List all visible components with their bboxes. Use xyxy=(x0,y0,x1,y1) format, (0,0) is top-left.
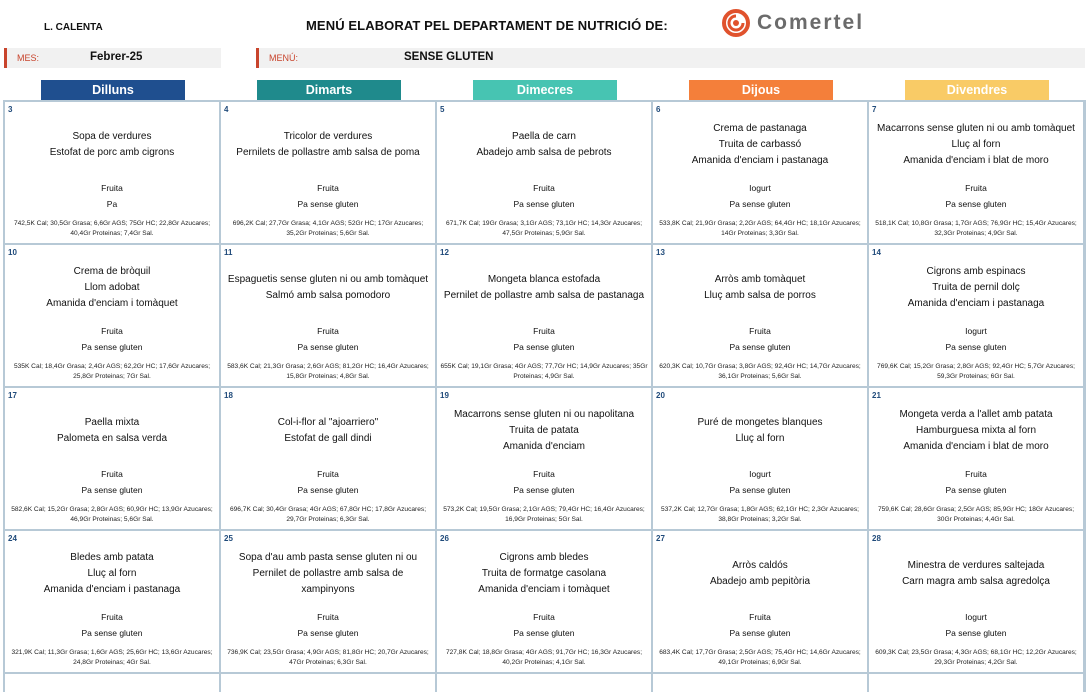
dessert-item: Fruita xyxy=(533,183,555,193)
weekday-header-thursday: Dijous xyxy=(689,80,833,100)
dessert-bread-list xyxy=(437,609,651,641)
menu-day-cell xyxy=(221,245,435,386)
dish-item: Amanida d'enciam xyxy=(503,441,585,452)
bread-item: Pa sense gluten xyxy=(81,342,143,352)
page-title: MENÚ ELABORAT PEL DEPARTAMENT DE NUTRICIÓ DE: xyxy=(306,18,668,33)
empty-day-cell xyxy=(221,674,435,692)
dish-item: Amanida d'enciam i pastanaga xyxy=(43,584,181,595)
nutrition-info: 696,2K Cal; 27,7Gr Grasa; 4,1Gr AGS; 52Gr HC; 17Gr Azucares; 35,2Gr Proteinas; 5,6Gr Sal. xyxy=(232,220,424,237)
dessert-item: Fruita xyxy=(533,326,555,336)
dish-item: Minestra de verdures saltejada xyxy=(907,560,1045,571)
dish-item: Mongeta verda a l'allet amb patata xyxy=(899,409,1053,420)
dish-list xyxy=(439,399,649,463)
bread-item: Pa sense gluten xyxy=(513,628,575,638)
menu-grid xyxy=(3,100,1086,692)
dish-list xyxy=(7,542,217,606)
day-number: 19 xyxy=(440,391,449,400)
school-name: L. CALENTA xyxy=(44,22,103,33)
menu-day-cell xyxy=(5,388,219,529)
dish-list xyxy=(439,113,649,177)
dessert-item: Fruita xyxy=(749,612,771,622)
bread-item: Pa sense gluten xyxy=(729,342,791,352)
nutrition-info: 609,3K Cal; 23,5Gr Grasa; 4,3Gr AGS; 68,1Gr HC; 12,2Gr Azucares; 29,3Gr Proteinas; 4,2Gr Sal. xyxy=(875,649,1077,666)
dessert-bread-list xyxy=(437,323,651,355)
menu-day-cell xyxy=(221,531,435,672)
dish-item: Amanida d'enciam i blat de moro xyxy=(903,441,1049,452)
dish-item: Espaguetis sense gluten ni ou amb tomàquet xyxy=(227,274,429,285)
dessert-bread-list xyxy=(869,609,1083,641)
dish-item: Abadejo amb salsa de pebrots xyxy=(476,147,612,158)
dessert-bread-list xyxy=(221,466,435,498)
dish-item: Tricolor de verdures xyxy=(283,131,373,142)
dish-item: Macarrons sense gluten ni ou napolitana xyxy=(453,409,635,420)
dish-item: Lluç al forn xyxy=(87,568,137,579)
dish-item: Pernilet de pollastre amb salsa de xyxy=(252,568,404,579)
dessert-item: Fruita xyxy=(533,469,555,479)
bread-item: Pa sense gluten xyxy=(945,199,1007,209)
dish-list xyxy=(439,542,649,606)
day-number: 13 xyxy=(656,248,665,257)
bread-item: Pa sense gluten xyxy=(729,199,791,209)
menu-day-cell xyxy=(869,102,1083,243)
dish-item: Arròs amb tomàquet xyxy=(714,274,806,285)
dessert-bread-list xyxy=(653,466,867,498)
dish-item: Hamburguesa mixta al forn xyxy=(915,425,1037,436)
nutrition-info: 759,6K Cal; 28,6Gr Grasa; 2,5Gr AGS; 85,9Gr HC; 18Gr Azucares; 30Gr Proteinas; 4,4Gr Sal. xyxy=(877,506,1075,523)
empty-day-cell xyxy=(869,674,1083,692)
nutrition-info: 671,7K Cal; 19Gr Grasa; 3,1Gr AGS; 73,1Gr HC; 14,3Gr Azucares; 47,5Gr Proteinas; 5,9Gr Sal. xyxy=(445,220,643,237)
dish-list xyxy=(871,256,1081,320)
dish-item: Amanida d'enciam i pastanaga xyxy=(907,298,1045,309)
month-field xyxy=(4,48,221,68)
dish-item: Mongeta blanca estofada xyxy=(487,274,601,285)
dish-item: Paella de carn xyxy=(512,131,576,142)
menu-field xyxy=(256,48,1085,68)
bread-item: Pa sense gluten xyxy=(945,485,1007,495)
menu-label: MENÚ: xyxy=(269,53,298,63)
day-number: 26 xyxy=(440,534,449,543)
dish-item: Sopa de verdures xyxy=(72,131,152,142)
bread-item: Pa sense gluten xyxy=(81,628,143,638)
menu-day-cell xyxy=(5,531,219,672)
dish-list xyxy=(223,542,433,606)
dessert-bread-list xyxy=(869,323,1083,355)
weekday-header-tuesday: Dimarts xyxy=(257,80,401,100)
nutrition-info: 620,3K Cal; 10,7Gr Grasa; 3,8Gr AGS; 92,4Gr HC; 14,7Gr Azucares; 36,1Gr Proteinas; 5,6Gr Sal. xyxy=(659,363,861,380)
dish-item: Crema de bròquil xyxy=(73,266,151,277)
menu-day-cell xyxy=(5,245,219,386)
dish-list xyxy=(223,256,433,320)
dish-item: Crema de pastanaga xyxy=(713,123,807,134)
day-number: 4 xyxy=(224,105,229,114)
dessert-item: Iogurt xyxy=(749,183,771,193)
bread-item: Pa sense gluten xyxy=(297,342,359,352)
month-label: MES: xyxy=(17,53,40,63)
day-number: 25 xyxy=(224,534,233,543)
dessert-bread-list xyxy=(221,609,435,641)
dish-item: Truita de carbassó xyxy=(718,139,802,150)
dish-list xyxy=(7,256,217,320)
bread-item: Pa sense gluten xyxy=(297,485,359,495)
dessert-item: Fruita xyxy=(965,183,987,193)
dessert-item: Fruita xyxy=(101,469,123,479)
dessert-bread-list xyxy=(5,323,219,355)
bread-item: Pa sense gluten xyxy=(729,485,791,495)
dish-item: Amanida d'enciam i pastanaga xyxy=(691,155,829,166)
menu-day-cell xyxy=(653,245,867,386)
dessert-item: Fruita xyxy=(101,612,123,622)
day-number: 5 xyxy=(440,105,445,114)
day-number: 20 xyxy=(656,391,665,400)
dish-list xyxy=(871,542,1081,606)
bread-item: Pa sense gluten xyxy=(729,628,791,638)
dish-item: Estofat de gall dindi xyxy=(284,433,372,444)
empty-day-cell xyxy=(5,674,219,692)
bread-item: Pa sense gluten xyxy=(945,342,1007,352)
menu-day-cell xyxy=(869,245,1083,386)
menu-day-cell xyxy=(437,388,651,529)
dessert-item: Fruita xyxy=(317,612,339,622)
dish-list xyxy=(871,113,1081,177)
nutrition-info: 535K Cal; 18,4Gr Grasa; 2,4Gr AGS; 62,2Gr HC; 17,6Gr Azucares; 25,8Gr Proteinas; 7Gr Sal. xyxy=(13,363,211,380)
menu-day-cell xyxy=(869,531,1083,672)
dessert-item: Fruita xyxy=(101,326,123,336)
dish-item: Salmó amb salsa pomodoro xyxy=(265,290,391,301)
bread-item: Pa sense gluten xyxy=(945,628,1007,638)
dessert-item: Iogurt xyxy=(965,612,987,622)
dessert-bread-list xyxy=(437,466,651,498)
dessert-bread-list xyxy=(437,180,651,212)
dish-item: Amanida d'enciam i tomàquet xyxy=(46,298,178,309)
day-number: 17 xyxy=(8,391,17,400)
weekday-header-wednesday: Dimecres xyxy=(473,80,617,100)
dish-item: Cigrons amb espinacs xyxy=(926,266,1026,277)
dish-list xyxy=(223,113,433,177)
dish-list xyxy=(655,113,865,177)
dish-item: Pernilets de pollastre amb salsa de poma xyxy=(236,147,420,158)
nutrition-info: 533,8K Cal; 21,9Gr Grasa; 2,2Gr AGS; 64,4Gr HC; 18,1Gr Azucares; 14Gr Proteinas; 3,3Gr Sal. xyxy=(659,220,861,237)
dish-list xyxy=(655,399,865,463)
dish-item: Abadejo amb pepitòria xyxy=(709,576,811,587)
dessert-item: Fruita xyxy=(317,469,339,479)
dish-list xyxy=(7,399,217,463)
dish-list xyxy=(7,113,217,177)
dish-list xyxy=(439,256,649,320)
dish-list xyxy=(871,399,1081,463)
nutrition-info: 736,9K Cal; 23,5Gr Grasa; 4,9Gr AGS; 81,8Gr HC; 20,7Gr Azucares; 47Gr Proteinas; 6,3Gr Sal. xyxy=(227,649,429,666)
nutrition-info: 582,6K Cal; 15,2Gr Grasa; 2,8Gr AGS; 60,9Gr HC; 13,9Gr Azucares; 46,9Gr Proteinas; 5,6Gr Sal. xyxy=(11,506,213,523)
dish-item: Lluç al forn xyxy=(951,139,1001,150)
dish-item: Lluç amb salsa de porros xyxy=(704,290,816,301)
nutrition-info: 769,6K Cal; 15,2Gr Grasa; 2,8Gr AGS; 92,4Gr HC; 5,7Gr Azucares; 59,3Gr Proteinas; 6Gr Sal. xyxy=(877,363,1075,380)
dessert-bread-list xyxy=(869,180,1083,212)
dish-item: xampinyons xyxy=(301,584,355,595)
menu-day-cell xyxy=(221,102,435,243)
weekday-header-friday: Divendres xyxy=(905,80,1049,100)
dish-item: Palometa en salsa verda xyxy=(56,433,168,444)
day-number: 27 xyxy=(656,534,665,543)
bread-item: Pa sense gluten xyxy=(513,199,575,209)
day-number: 18 xyxy=(224,391,233,400)
dessert-item: Fruita xyxy=(749,326,771,336)
dessert-item: Iogurt xyxy=(749,469,771,479)
menu-day-cell xyxy=(221,388,435,529)
menu-day-cell xyxy=(437,245,651,386)
dessert-item: Fruita xyxy=(965,469,987,479)
nutrition-info: 321,9K Cal; 11,3Gr Grasa; 1,6Gr AGS; 25,6Gr HC; 13,6Gr Azucares; 24,8Gr Proteinas; 4Gr Sal. xyxy=(11,649,213,666)
dish-item: Sopa d'au amb pasta sense gluten ni ou xyxy=(238,552,418,563)
dish-item: Col-i-flor al "ajoarriero" xyxy=(277,417,379,428)
day-number: 11 xyxy=(224,248,233,257)
bread-item: Pa sense gluten xyxy=(513,485,575,495)
dish-item: Lluç al forn xyxy=(735,433,785,444)
empty-day-cell xyxy=(437,674,651,692)
menu-day-cell xyxy=(653,102,867,243)
dish-item: Cigrons amb bledes xyxy=(499,552,589,563)
dish-item: Llom adobat xyxy=(84,282,140,293)
dish-item: Bledes amb patata xyxy=(70,552,154,563)
menu-day-cell xyxy=(653,388,867,529)
bread-item: Pa xyxy=(106,199,118,209)
comertel-logo xyxy=(722,9,864,37)
dessert-bread-list xyxy=(221,323,435,355)
day-number: 3 xyxy=(8,105,13,114)
menu-day-cell xyxy=(869,388,1083,529)
bread-item: Pa sense gluten xyxy=(297,628,359,638)
nutrition-info: 518,1K Cal; 10,8Gr Grasa; 1,7Gr AGS; 76,9Gr HC; 15,4Gr Azucares; 32,3Gr Proteinas; 4,9Gr Sal. xyxy=(875,220,1077,237)
dish-list xyxy=(655,256,865,320)
dish-item: Amanida d'enciam i tomàquet xyxy=(478,584,610,595)
dessert-bread-list xyxy=(5,180,219,212)
day-number: 12 xyxy=(440,248,449,257)
dessert-item: Fruita xyxy=(317,326,339,336)
menu-day-cell xyxy=(437,102,651,243)
day-number: 10 xyxy=(8,248,17,257)
day-number: 28 xyxy=(872,534,881,543)
day-number: 21 xyxy=(872,391,881,400)
dessert-bread-list xyxy=(653,609,867,641)
dessert-bread-list xyxy=(5,609,219,641)
dessert-bread-list xyxy=(653,323,867,355)
dish-item: Carn magra amb salsa agredolça xyxy=(902,576,1050,587)
dessert-bread-list xyxy=(869,466,1083,498)
bread-item: Pa sense gluten xyxy=(81,485,143,495)
dessert-bread-list xyxy=(5,466,219,498)
day-number: 24 xyxy=(8,534,17,543)
dish-item: Amanida d'enciam i blat de moro xyxy=(903,155,1049,166)
comertel-logo-icon xyxy=(722,9,750,37)
dish-item: Puré de mongetes blanques xyxy=(697,417,823,428)
bread-item: Pa sense gluten xyxy=(297,199,359,209)
nutrition-info: 696,7K Cal; 30,4Gr Grasa; 4Gr AGS; 67,8Gr HC; 17,8Gr Azucares; 29,7Gr Proteinas; 6,3Gr Sal. xyxy=(229,506,427,523)
empty-day-cell xyxy=(653,674,867,692)
menu-day-cell xyxy=(437,531,651,672)
logo-text: Comertel xyxy=(757,11,865,34)
nutrition-info: 727,8K Cal; 18,8Gr Grasa; 4Gr AGS; 91,7Gr HC; 16,3Gr Azucares; 40,2Gr Proteinas; 4,1Gr Sal. xyxy=(445,649,643,666)
nutrition-info: 583,6K Cal; 21,3Gr Grasa; 2,6Gr AGS; 81,2Gr HC; 16,4Gr Azucares; 15,8Gr Proteinas; 4,8Gr Sal. xyxy=(227,363,429,380)
dish-item: Truita de pernil dolç xyxy=(932,282,1020,293)
bread-item: Pa sense gluten xyxy=(513,342,575,352)
dish-list xyxy=(223,399,433,463)
day-number: 14 xyxy=(872,248,881,257)
dish-item: Macarrons sense gluten ni ou amb tomàquet xyxy=(877,123,1075,134)
dessert-item: Iogurt xyxy=(965,326,987,336)
dessert-item: Fruita xyxy=(533,612,555,622)
dish-item: Truita de patata xyxy=(509,425,579,436)
nutrition-info: 655K Cal; 19,1Gr Grasa; 4Gr AGS; 77,7Gr HC; 14,9Gr Azucares; 35Gr Proteinas; 4,9Gr Sal. xyxy=(440,363,648,380)
nutrition-info: 742,5K Cal; 30,5Gr Grasa; 6,6Gr AGS; 75Gr HC; 22,8Gr Azucares; 40,4Gr Proteinas; 7,4Gr Sal. xyxy=(13,220,211,237)
day-number: 6 xyxy=(656,105,661,114)
dessert-bread-list xyxy=(653,180,867,212)
nutrition-info: 573,2K Cal; 19,5Gr Grasa; 2,1Gr AGS; 79,4Gr HC; 16,4Gr Azucares; 16,9Gr Proteinas; 5Gr Sal. xyxy=(443,506,645,523)
dessert-item: Fruita xyxy=(101,183,123,193)
nutrition-info: 683,4K Cal; 17,7Gr Grasa; 2,5Gr AGS; 75,4Gr HC; 14,6Gr Azucares; 49,1Gr Proteinas; 6,9Gr Sal. xyxy=(659,649,861,666)
day-number: 7 xyxy=(872,105,877,114)
dish-list xyxy=(655,542,865,606)
nutrition-info: 537,2K Cal; 12,7Gr Grasa; 1,8Gr AGS; 62,1Gr HC; 2,3Gr Azucares; 38,8Gr Proteinas; 3,2Gr Sal. xyxy=(661,506,859,523)
dessert-item: Fruita xyxy=(317,183,339,193)
dish-item: Estofat de porc amb cigrons xyxy=(49,147,175,158)
dish-item: Paella mixta xyxy=(84,417,140,428)
menu-day-cell xyxy=(653,531,867,672)
dish-item: Arròs caldós xyxy=(732,560,788,571)
menu-value: SENSE GLUTEN xyxy=(404,51,494,63)
dessert-bread-list xyxy=(221,180,435,212)
dish-item: Pernilet de pollastre amb salsa de pastanaga xyxy=(443,290,645,301)
menu-day-cell xyxy=(5,102,219,243)
weekday-header-monday: Dilluns xyxy=(41,80,185,100)
month-value: Febrer-25 xyxy=(90,51,143,63)
dish-item: Truita de formatge casolana xyxy=(481,568,607,579)
